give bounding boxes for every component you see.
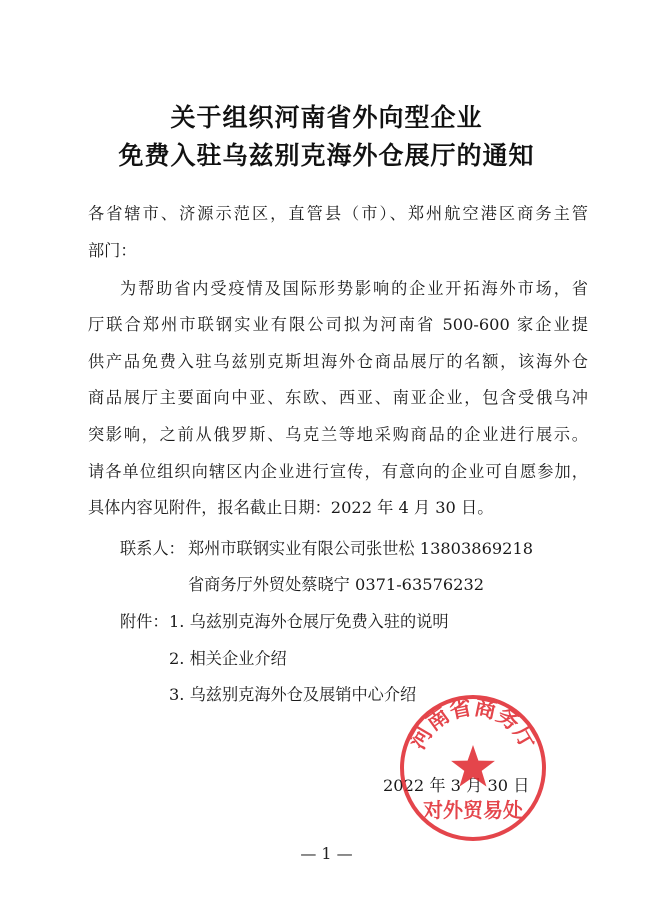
contact-line-2: 省商务厅外贸处蔡晓宁 0371-63576232: [188, 575, 485, 594]
attachment-item-1: 1. 乌兹别克海外仓展厅免费入驻的说明: [169, 612, 449, 631]
body-line-2: 厅联合郑州市联钢实业有限公司拟为河南省 500-600 家企业提: [88, 315, 588, 334]
body-line-4: 商品展厅主要面向中亚、东欧、西亚、南亚企业，包含受俄乌冲: [88, 388, 588, 407]
seal-star-icon: [451, 745, 495, 787]
official-seal-icon: [398, 693, 548, 843]
title-line-1: 关于组织河南省外向型企业: [170, 103, 483, 132]
seal-top-text: 河南省商务厅: [405, 695, 541, 754]
contacts-label: 联系人：: [120, 539, 185, 558]
body-line-6: 请各单位组织向辖区内企业进行宣传，有意向的企业可自愿参加，: [88, 462, 588, 481]
body-line-1: 为帮助省内受疫情及国际形势影响的企业开拓海外市场，省: [120, 279, 588, 298]
body-line-5: 突影响，之前从俄罗斯、乌克兰等地采购商品的企业进行展示。: [88, 425, 588, 444]
body-line-3: 供产品免费入驻乌兹别克斯坦海外仓商品展厅的名额，该海外仓: [88, 352, 588, 371]
attachment-item-3: 3. 乌兹别克海外仓及展销中心介绍: [169, 685, 417, 704]
issue-date: 2022 年 3 月 30 日: [383, 776, 530, 795]
contact-line-1: 郑州市联钢实业有限公司张世松 13803869218: [188, 539, 534, 558]
attachment-item-2: 2. 相关企业介绍: [169, 649, 287, 668]
body-line-7: 具体内容见附件，报名截止日期：2022 年 4 月 30 日。: [88, 498, 494, 517]
attachments-label: 附件：: [120, 612, 169, 631]
page-number: — 1 —: [300, 844, 353, 863]
title-line-2: 免费入驻乌兹别克海外仓展厅的通知: [118, 141, 535, 170]
seal-bottom-text: 对外贸易处: [423, 798, 523, 822]
svg-text:河南省商务厅: [405, 694, 540, 753]
addressee-line-2: 部门：: [88, 241, 137, 260]
addressee-line-1: 各省辖市、济源示范区，直管县（市）、郑州航空港区商务主管: [88, 204, 588, 223]
